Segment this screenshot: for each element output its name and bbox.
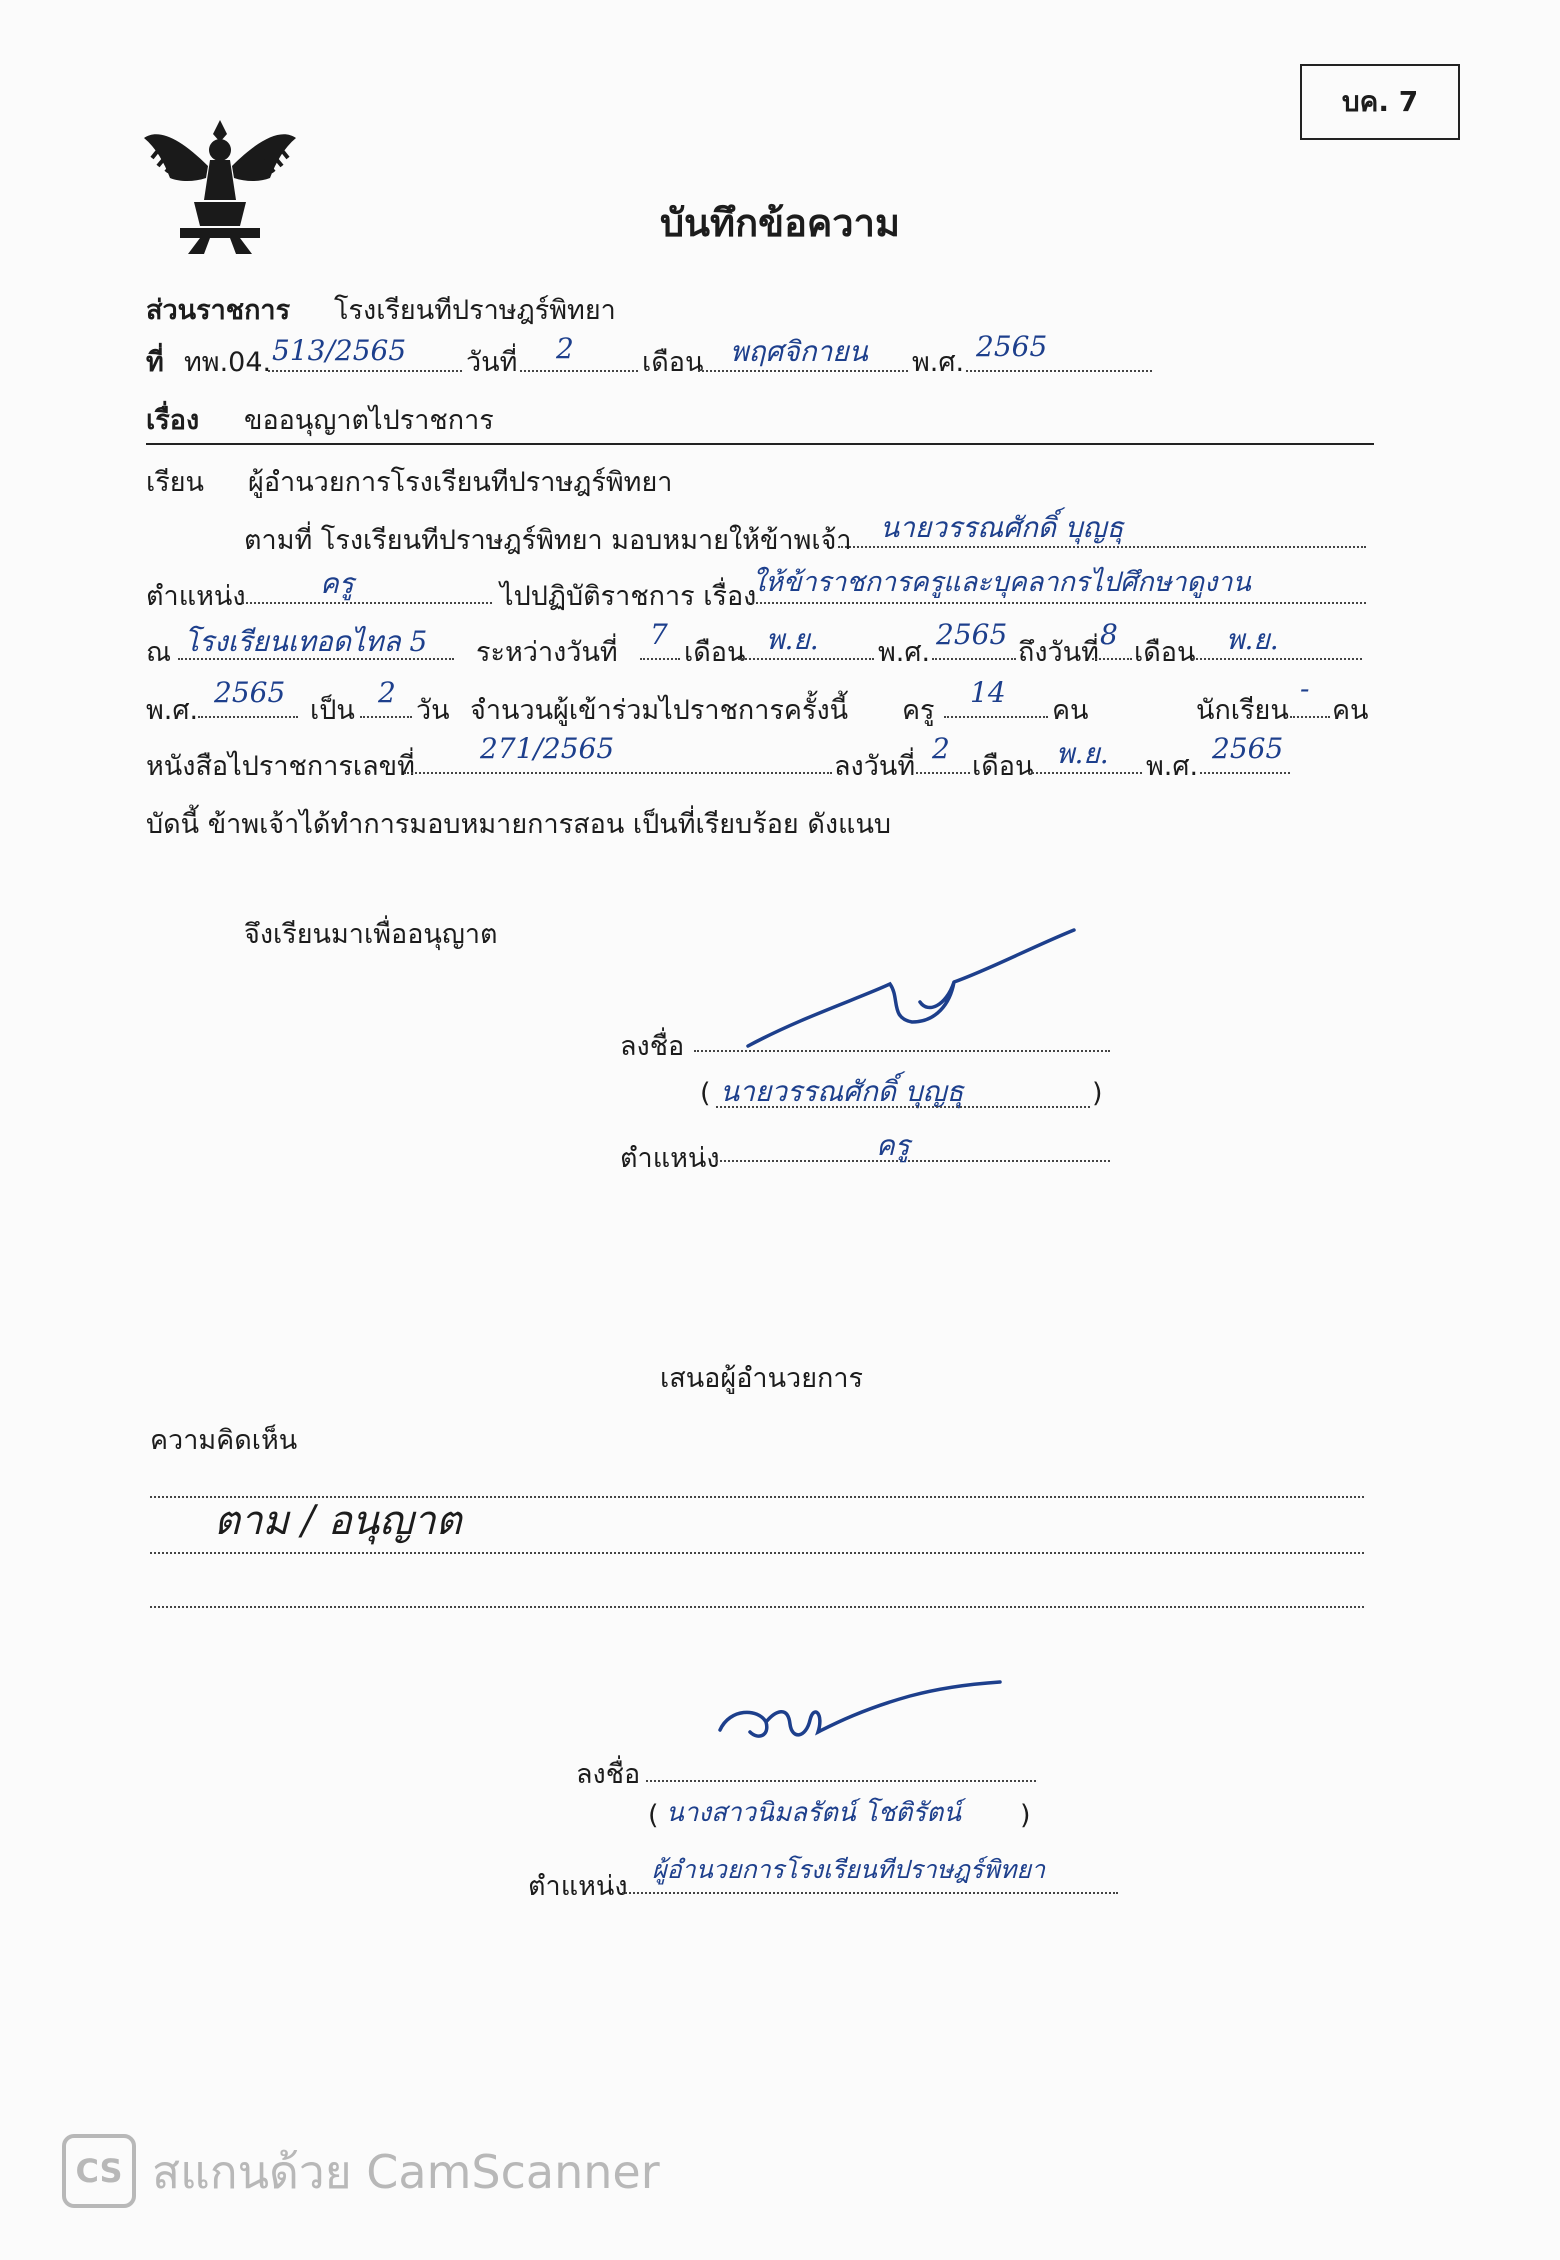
- sign1-open-paren: (: [700, 1078, 711, 1109]
- order-number: 271/2565: [480, 732, 615, 765]
- persons-label-2: คน: [1332, 695, 1369, 726]
- date-year: 2565: [976, 330, 1048, 363]
- sign1-close-paren: ): [1092, 1078, 1103, 1109]
- sign2-position-label: ตำแหน่ง: [528, 1871, 628, 1902]
- place-label: ณ: [146, 637, 172, 668]
- form-code-box: [1300, 64, 1460, 140]
- sign2-label: ลงชื่อ: [576, 1759, 641, 1790]
- camscanner-watermark: สแกนด้วย CamScanner: [152, 2145, 660, 2199]
- order-year: 2565: [1212, 732, 1284, 765]
- signature-1-scribble: [740, 918, 1080, 1058]
- from-year: 2565: [936, 618, 1008, 651]
- teachers-label: ครู: [902, 695, 935, 726]
- year-dots: [966, 370, 1152, 372]
- duration-value: 2: [378, 676, 396, 709]
- sign1-position: ครู: [876, 1129, 910, 1162]
- signature-2-scribble: [710, 1680, 1010, 1770]
- sign2-name: นางสาวนิมลรัตน์ โชติรัตน์: [666, 1798, 961, 1828]
- camscanner-logo-text: CS: [75, 2152, 123, 2190]
- date-day: 2: [556, 332, 574, 365]
- sign1-name-dots: [716, 1106, 1090, 1108]
- ref-prefix: ทพ.04.: [184, 347, 272, 378]
- to-month: พ.ย.: [1226, 623, 1279, 656]
- days-label: วัน: [416, 695, 450, 726]
- sign2-position: ผู้อำนวยการโรงเรียนทีปราษฎร์พิทยา: [652, 1855, 1046, 1884]
- participants-label: จำนวนผู้เข้าร่วมไปราชการครั้งนี้: [470, 695, 849, 726]
- agency-label: ส่วนราชการ: [146, 295, 291, 326]
- duty-label: ไปปฏิบัติราชการ เรื่อง: [500, 581, 757, 612]
- opinion-line-2: [150, 1552, 1364, 1554]
- order-year-dots: [1200, 772, 1290, 774]
- persons-label: คน: [1052, 695, 1089, 726]
- to-year: 2565: [214, 676, 286, 709]
- month-label: เดือน: [642, 347, 704, 378]
- day-dots: [520, 370, 638, 372]
- order-date-label: ลงวันที่: [834, 751, 916, 782]
- to-year-label: พ.ศ.: [146, 695, 199, 726]
- order-label: หนังสือไปราชการเลขที่: [146, 751, 415, 782]
- teachers-value: 14: [970, 676, 1006, 709]
- from-year-dots: [932, 658, 1016, 660]
- to-year-dots: [198, 716, 298, 718]
- order-year-label: พ.ศ.: [1146, 751, 1199, 782]
- to-day-dots: [1092, 658, 1132, 660]
- subject-value: ขออนุญาตไปราชการ: [244, 405, 494, 436]
- opinion-note: ตาม / อนุญาต: [214, 1498, 462, 1544]
- from-day: 7: [650, 618, 668, 651]
- assignee-name: นายวรรณศักดิ์ บุญธุ: [880, 511, 1124, 544]
- duration-dots: [360, 716, 412, 718]
- subject-label: เรื่อง: [146, 405, 200, 436]
- intro-text: ตามที่ โรงเรียนทีปราษฎร์พิทยา มอบหมายให้ข้าพเจ้า: [244, 525, 852, 556]
- from-label: ระหว่างวันที่: [476, 637, 618, 668]
- position-value: ครู: [320, 567, 354, 600]
- sign1-label: ลงชื่อ: [620, 1031, 685, 1062]
- to-day: 8: [1100, 618, 1118, 651]
- sign1-position-label: ตำแหน่ง: [620, 1143, 720, 1174]
- order-month: พ.ย.: [1056, 737, 1109, 770]
- camscanner-logo: [62, 2134, 136, 2208]
- students-value: -: [1300, 672, 1310, 705]
- order-month-label: เดือน: [972, 751, 1034, 782]
- opinion-line-3: [150, 1606, 1364, 1608]
- sign1-position-dots: [716, 1160, 1110, 1162]
- from-day-dots: [640, 658, 680, 660]
- header-rule: [146, 443, 1374, 445]
- order-day-dots: [916, 772, 970, 774]
- document-title: บันทึกข้อความ: [659, 201, 901, 245]
- opinion-label: ความคิดเห็น: [150, 1425, 298, 1456]
- place-value: โรงเรียนเทอดไทล 5: [184, 625, 428, 658]
- from-month-label: เดือน: [684, 637, 746, 668]
- students-label: นักเรียน: [1196, 695, 1289, 726]
- to-value: ผู้อำนวยการโรงเรียนทีปราษฎร์พิทยา: [248, 467, 673, 498]
- sign2-close-paren: ): [1020, 1800, 1031, 1831]
- year-label: พ.ศ.: [912, 347, 965, 378]
- sign1-name: นายวรรณศักดิ์ บุญธุ: [720, 1075, 964, 1108]
- duty-value: ให้ข้าราชการครูและบุคลากรไปศึกษาดูงาน: [752, 567, 1251, 598]
- to-month-label: เดือน: [1134, 637, 1196, 668]
- to-day-label: ถึงวันที่: [1018, 637, 1099, 668]
- propose-text: เสนอผู้อำนวยการ: [660, 1363, 864, 1394]
- sign1-dots: [694, 1050, 1110, 1052]
- order-day: 2: [932, 732, 950, 765]
- sign2-open-paren: (: [648, 1800, 659, 1831]
- form-code: บค. 7: [1341, 85, 1419, 118]
- duration-label: เป็น: [310, 695, 355, 726]
- date-label: วันที่: [466, 347, 518, 378]
- teachers-dots: [944, 716, 1048, 718]
- from-month: พ.ย.: [766, 623, 819, 656]
- order-dots: [404, 772, 832, 774]
- closing-text: จึงเรียนมาเพื่ออนุญาต: [244, 919, 498, 950]
- sign2-dots: [646, 1780, 1036, 1782]
- ref-label: ที่: [146, 347, 164, 378]
- students-dots: [1290, 716, 1330, 718]
- sign2-position-dots: [622, 1892, 1118, 1894]
- date-month: พฤศจิกายน: [730, 335, 868, 368]
- position-label: ตำแหน่ง: [146, 581, 246, 612]
- from-year-label: พ.ศ.: [878, 637, 931, 668]
- position-dots: [242, 602, 492, 604]
- agency-value: โรงเรียนทีปราษฎร์พิทยา: [334, 295, 616, 326]
- handover-text: บัดนี้ ข้าพเจ้าได้ทำการมอบหมายการสอน เป็นที่เรียบร้อย ดังแนบ: [146, 809, 892, 840]
- ref-number: 513/2565: [272, 334, 407, 367]
- ref-dots: [268, 370, 462, 372]
- to-label: เรียน: [146, 467, 205, 498]
